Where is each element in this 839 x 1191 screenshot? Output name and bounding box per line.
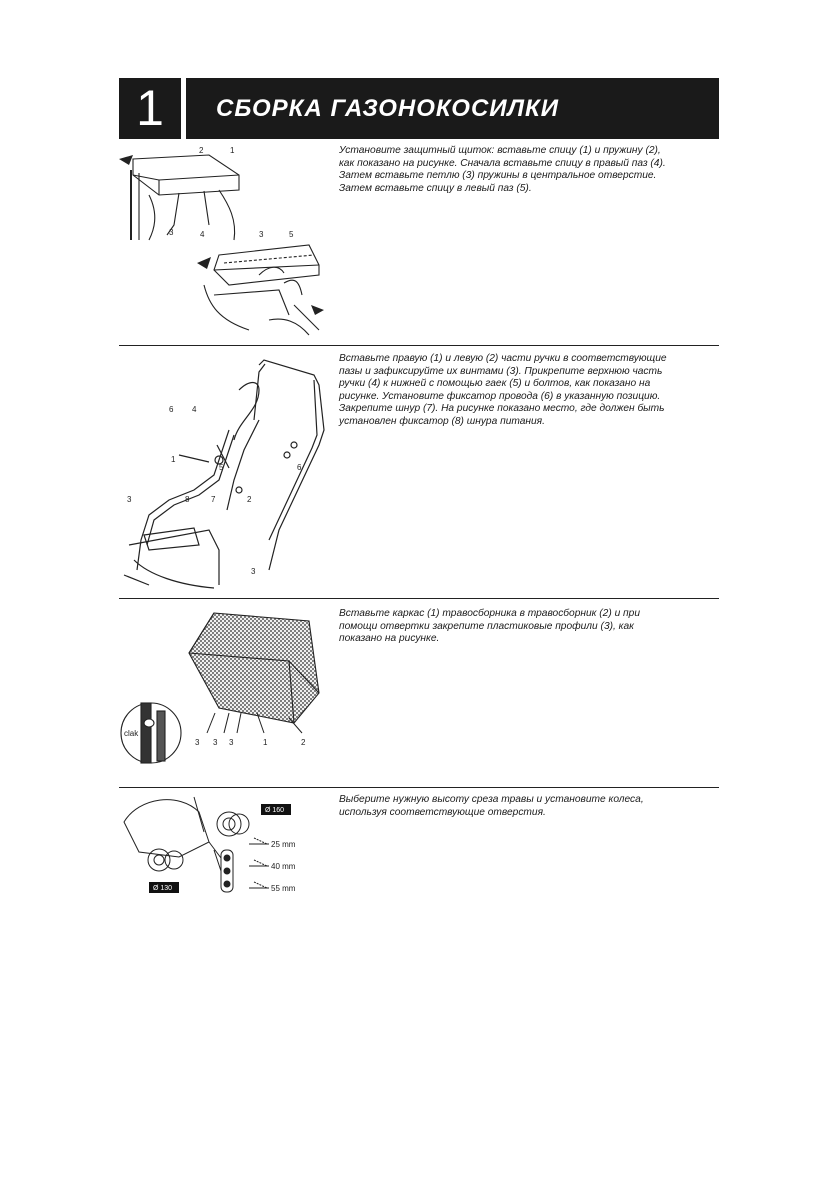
step-4 bbox=[119, 792, 719, 902]
step-2-label: 6 bbox=[297, 463, 302, 472]
step-2 bbox=[119, 350, 719, 595]
step-2-label: 8 bbox=[185, 495, 190, 504]
step-1-illustration bbox=[119, 145, 334, 340]
step-3-text: Вставьте каркас (1) травосборника в травосборник (2) и при помощи отвертки закрепите пластиковые профили (3), как показано на рисунке. bbox=[339, 608, 640, 645]
step-3-label: 3 bbox=[213, 738, 218, 747]
step-3-illustration bbox=[119, 603, 334, 781]
step-3-label: 3 bbox=[229, 738, 234, 747]
height-40: 40 mm bbox=[271, 862, 296, 871]
step-3-label: clak bbox=[124, 729, 139, 738]
step-1-label: 3 bbox=[259, 230, 264, 239]
step-2-label: 3 bbox=[127, 495, 132, 504]
step-4-illustration bbox=[119, 792, 334, 900]
step-4-text: Выберите нужную высоту среза травы и установите колеса, используя соответствующие отверстия. bbox=[339, 794, 644, 818]
step-3-label: 1 bbox=[263, 738, 268, 747]
step-2-label: 6 bbox=[169, 405, 174, 414]
step-2-label: 2 bbox=[247, 495, 252, 504]
step-2-label: 4 bbox=[192, 405, 197, 414]
step-2-illustration bbox=[119, 350, 334, 590]
step-1-label: 2 bbox=[199, 146, 204, 155]
step-3-label: 2 bbox=[301, 738, 306, 747]
step-3-label: 3 bbox=[195, 738, 200, 747]
step-1-label: 3 bbox=[169, 228, 174, 237]
section-number: 1 bbox=[119, 78, 181, 139]
step-1-label: 5 bbox=[289, 230, 294, 239]
height-25: 25 mm bbox=[271, 840, 296, 849]
wheel-size-large: Ø 160 bbox=[265, 807, 285, 814]
step-3 bbox=[119, 603, 719, 783]
step-1-text: Установите защитный щиток: вставьте спицу (1) и пружину (2), как показано на рисунке. Сначала вставьте спицу в правый паз (4). Затем вставьте петлю (3) пружины в центральное отверстие. Затем вставьте спицу в левый паз (5). bbox=[339, 145, 666, 194]
divider bbox=[119, 598, 719, 599]
step-2-label: 1 bbox=[171, 455, 176, 464]
step-2-text: Вставьте правую (1) и левую (2) части ручки в соответствующие пазы и зафиксируйте их винтами (3). Прикрепите верхнюю часть ручки (4) к нижней с помощью гаек (5) и болтов, как показано на рисунке. Установите фиксатор провода (6) в указанную позицию. Закрепите шнур (7). На рисунке показано место, где должен быть установлен фиксатор (8) шнура питания. bbox=[339, 353, 667, 427]
divider bbox=[119, 787, 719, 788]
step-1-label: 4 bbox=[200, 230, 205, 239]
step-1-label: 1 bbox=[230, 146, 235, 155]
height-55: 55 mm bbox=[271, 884, 296, 893]
step-2-label: 5 bbox=[219, 463, 224, 472]
divider bbox=[119, 345, 719, 346]
section-header bbox=[119, 78, 719, 139]
section-title: СБОРКА ГАЗОНОКОСИЛКИ bbox=[186, 78, 719, 139]
step-1 bbox=[119, 145, 719, 345]
step-2-label: 7 bbox=[211, 495, 216, 504]
step-2-label: 3 bbox=[251, 567, 256, 576]
wheel-size-small: Ø 130 bbox=[153, 885, 173, 892]
